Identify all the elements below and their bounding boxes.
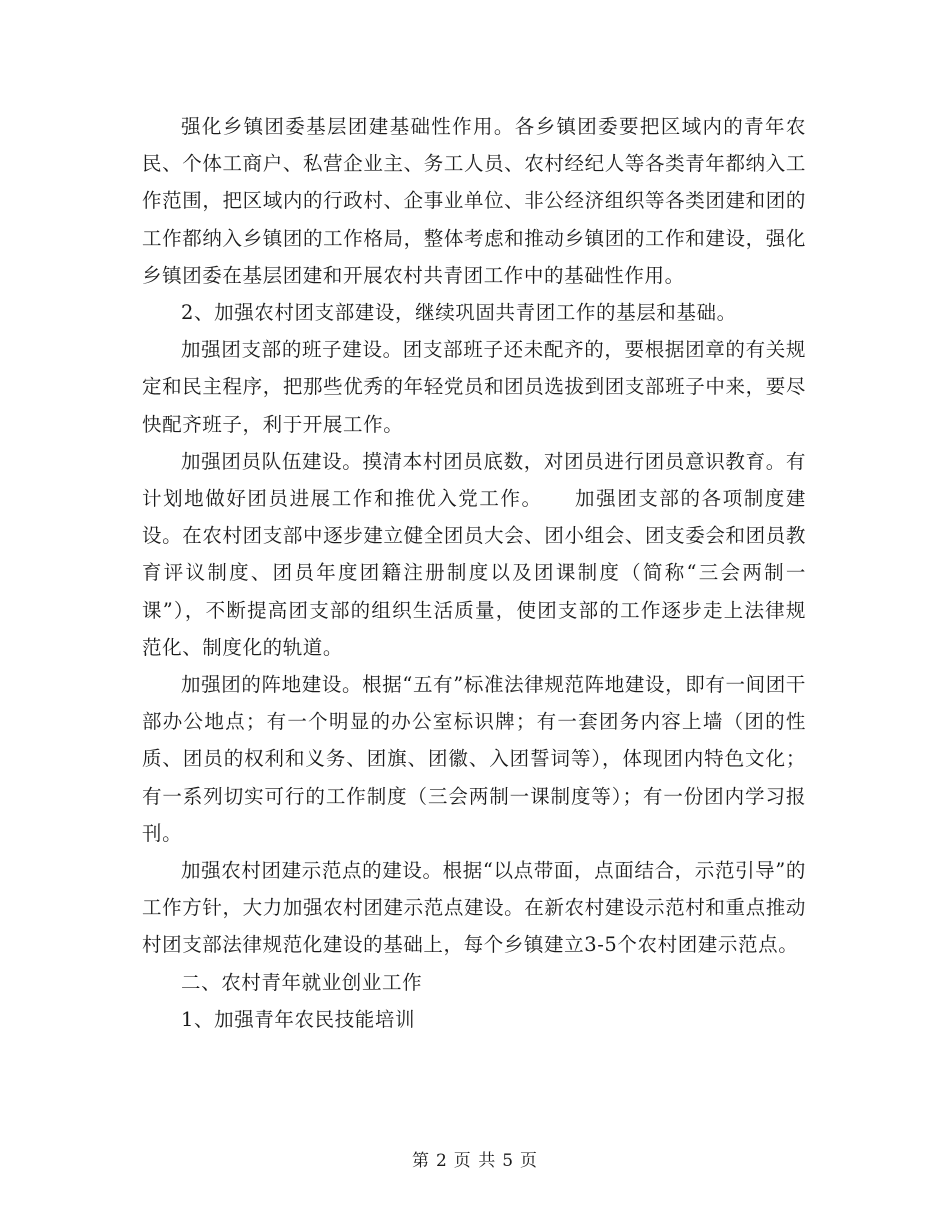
paragraph-township-league: 强化乡镇团委基层团建基础性作用。各乡镇团委要把区域内的青年农民、个体工商户、私营企业主、务工人员、农村经纪人等各类青年都纳入工作范围，把区域内的行政村、企事业单位、非公经济组织等各类团建和团的工作都纳入乡镇团的工作格局，整体考虑和推动乡镇团的工作和建设，强化乡镇团委在基层团建和开展农村共青团工作中的基础性作用。 [142, 115, 806, 287]
footer-prefix: 第 [411, 1151, 430, 1171]
paragraph-position-building: 加强团的阵地建设。根据“五有”标准法律规范阵地建设，即有一间团干部办公地点；有一个明显的办公室标识牌；有一套团务内容上墙（团的性质、团员的权利和义务、团旗、团徽、入团誓词等），体现团内特色文化；有一系列切实可行的工作制度（三会两制一课制度等）；有一份团内学习报刊。 [142, 673, 806, 845]
paragraph-branch-leadership: 加强团支部的班子建设。团支部班子还未配齐的，要根据团章的有关规定和民主程序，把那些优秀的年轻党员和团员选拔到团支部班子中来，要尽快配齐班子，利于开展工作。 [142, 338, 806, 436]
subsection-heading-skills-training: 1、加强青年农民技能培训 [181, 1007, 416, 1031]
paragraph-member-team: 加强团员队伍建设。摸清本村团员底数，对团员进行团员意识教育。有计划地做好团员进展工作和推优入党工作。 加强团支部的各项制度建设。在农村团支部中逐步建立健全团员大会、团小组会、团支委会和团员教育评议制度、团员年度团籍注册制度以及团课制度（简称“三会两制一课”），不断提高团支部的组织生活质量，使团支部的工作逐步走上法律规范化、制度化的轨道。 [142, 449, 806, 659]
footer-middle: 页 共 [453, 1151, 497, 1171]
paragraph-demonstration-sites: 加强农村团建示范点的建设。根据“以点带面，点面结合，示范引导”的工作方针，大力加强农村团建示范点建设。在新农村建设示范村和重点推动村团支部法律规范化建设的基础上，每个乡镇建立3-5个农村团建示范点。 [142, 859, 806, 957]
section-heading-employment: 二、农村青年就业创业工作 [181, 970, 423, 994]
page-number-footer [0, 1146, 950, 1171]
footer-total-pages: 5 [502, 1151, 515, 1171]
document-body [142, 108, 806, 1038]
footer-suffix: 页 [520, 1151, 539, 1171]
footer-current-page: 2 [435, 1151, 448, 1171]
paragraph-branch-heading: 2、加强农村团支部建设，继续巩固共青团工作的基层和基础。 [181, 301, 737, 325]
